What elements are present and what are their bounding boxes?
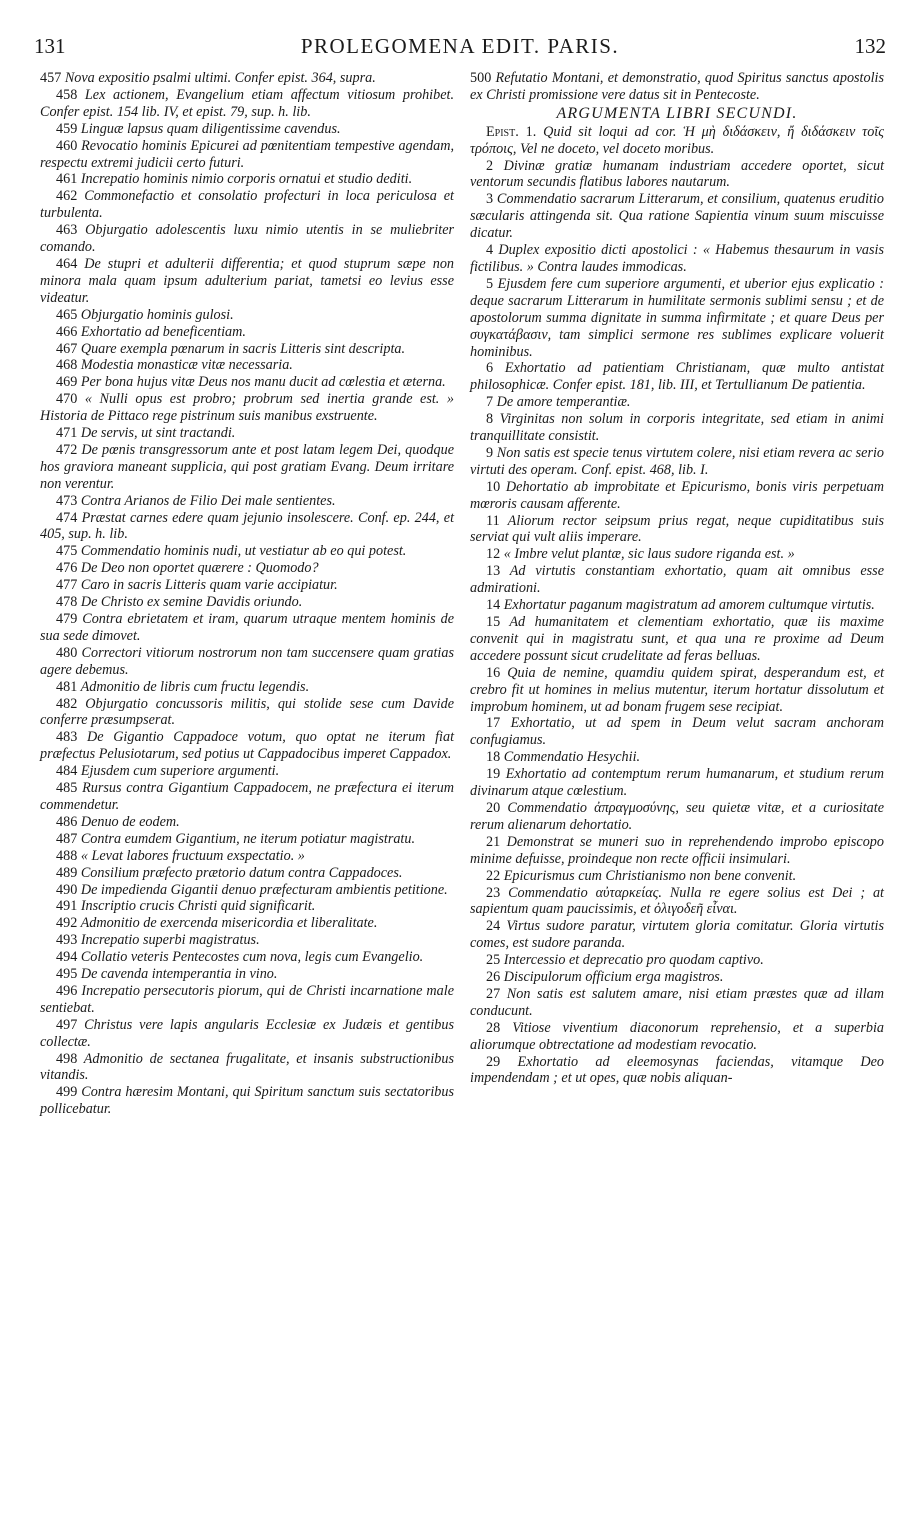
argument-entry bbox=[470, 513, 884, 547]
entry-number: 463 bbox=[56, 222, 78, 239]
entry-text: Epicurismus cum Christianismo non bene convenit. bbox=[503, 867, 797, 884]
argument-entry bbox=[470, 191, 884, 242]
entry-text: De impedienda Gigantii denuo præfecturam ambientis petitione. bbox=[80, 881, 448, 898]
argument-entry bbox=[40, 510, 454, 544]
entry-number: 480 bbox=[56, 644, 78, 661]
entry-text: « Levat labores fructuum exspectatio. » bbox=[80, 847, 305, 864]
entry-text: Objurgatio adolescentis luxu nimio utentis in se muliebriter comando. bbox=[40, 222, 455, 256]
entry-text: De Deo non oportet quærere : Quomodo? bbox=[80, 560, 319, 577]
entry-text: De cavenda intemperantia in vino. bbox=[80, 966, 278, 983]
entry-text: Commonefactio et consolatio profecturi in loca periculosa et turbulenta. bbox=[40, 188, 454, 222]
entry-number: 478 bbox=[56, 594, 78, 611]
argument-entry bbox=[40, 763, 454, 780]
entry-number: 8 bbox=[486, 411, 494, 428]
argument-entry bbox=[40, 70, 454, 87]
argument-entry bbox=[470, 766, 884, 800]
entry-number: 485 bbox=[56, 780, 78, 797]
entry-number: 29 bbox=[486, 1053, 501, 1070]
argument-entry bbox=[40, 425, 454, 442]
entry-text: Exhortatio, ut ad spem in Deum velut sacram anchoram confugiamus. bbox=[470, 715, 884, 749]
entry-text: Objurgatio hominis gulosi. bbox=[80, 306, 234, 323]
entry-number: 470 bbox=[56, 391, 78, 408]
entry-text: Commendatio αὐταρκείας. Nulla re egere solius est Dei ; at sapientum quam paucissimis, et ὀλιγοδεῆ εἶναι. bbox=[470, 884, 884, 918]
argument-entry bbox=[470, 885, 884, 919]
argument-entry bbox=[40, 696, 454, 730]
entry-number: 487 bbox=[56, 830, 78, 847]
argument-entry bbox=[40, 949, 454, 966]
argument-entry bbox=[40, 121, 454, 138]
entry-text: Ejusdem cum superiore argumenti. bbox=[80, 763, 280, 780]
right-column bbox=[470, 70, 884, 1087]
entry-text: Virtus sudore paratur, virtutem gloria comitatur. Gloria virtutis comes, est sudore paranda. bbox=[470, 918, 884, 952]
entry-text: Intercessio et deprecatio pro quodam captivo. bbox=[503, 952, 764, 969]
entry-text: Præstat carnes edere quam jejunio insolescere. Conf. ep. 244, et 405, sup. h. lib. bbox=[40, 509, 455, 543]
argument-entry bbox=[40, 138, 454, 172]
entry-number: 3 bbox=[486, 191, 494, 208]
entry-number: 457 bbox=[40, 70, 62, 86]
entry-text: Correctori vitiorum nostrorum non tam succensere quam gratias agere debemus. bbox=[40, 644, 454, 678]
argument-entry bbox=[40, 222, 454, 256]
entry-number: 473 bbox=[56, 492, 78, 509]
section-title: ARGUMENTA LIBRI SECUNDI. bbox=[556, 104, 798, 122]
argument-entry bbox=[40, 357, 454, 374]
argument-entry bbox=[470, 665, 884, 716]
entry-number: 10 bbox=[486, 478, 501, 495]
entry-number: 484 bbox=[56, 763, 78, 780]
entry-number: 489 bbox=[56, 864, 78, 881]
entry-text: Non satis est specie tenus virtutem colere, nisi etiam revera ac serio virtuti des operam. Conf. epist. 468, lib. I. bbox=[470, 444, 885, 478]
entry-text: Contra ebrietatem et iram, quarum utraque mentem hominis de sua sede dimovet. bbox=[40, 611, 455, 644]
entry-number: 459 bbox=[56, 120, 78, 137]
entry-number: 19 bbox=[486, 766, 501, 783]
entry-text: De Gigantio Cappadoce votum, quo optat ne iterum fiat præfectus Pelusiotarum, sed potius ut Cappadocibus imperet Cappadox. bbox=[40, 729, 455, 763]
entry-number: 481 bbox=[56, 678, 78, 695]
entry-text: « Imbre velut plantæ, sic laus sudore riganda est. » bbox=[503, 546, 795, 563]
entry-number: 468 bbox=[56, 357, 78, 374]
entry-text: Contra eumdem Gigantium, ne iterum potiatur magistratu. bbox=[80, 830, 416, 847]
entry-text: Admonitio de libris cum fructu legendis. bbox=[80, 678, 310, 695]
entry-number: 490 bbox=[56, 881, 78, 898]
entry-text: Christus vere lapis angularis Ecclesiæ ex Judæis et gentibus collectæ. bbox=[40, 1016, 454, 1050]
argument-entry bbox=[40, 87, 454, 121]
entry-text: De Christo ex semine Davidis oriundo. bbox=[80, 594, 303, 611]
entry-number: 491 bbox=[56, 898, 78, 915]
argument-entry bbox=[40, 171, 454, 188]
argument-entry bbox=[40, 814, 454, 831]
entry-text: « Nulli opus est probro; probrum sed inertia grande est. » Historia de Pittaco rege pistrinum suis manibus exstruente. bbox=[40, 391, 454, 425]
entry-text: Quare exempla pœnarum in sacris Litteris sint descripta. bbox=[80, 340, 406, 357]
argument-entry bbox=[470, 800, 884, 834]
entry-text: Increpatio hominis nimio corporis ornatui et studio dediti. bbox=[80, 171, 413, 188]
argument-entry bbox=[40, 493, 454, 510]
entry-number: 479 bbox=[56, 611, 78, 627]
entry-number: 461 bbox=[56, 171, 78, 188]
entry-number: 5 bbox=[486, 275, 494, 292]
entry-text: Objurgatio concussoris militis, qui stolide sese cum Davide conferre præsumpserat. bbox=[40, 695, 454, 729]
entry-text: Rursus contra Gigantium Cappadocem, ne præfectura ei iterum commendetur. bbox=[40, 780, 455, 813]
entry-text: Nova expositio psalmi ultimi. Confer epist. 364, supra. bbox=[64, 70, 376, 86]
entry-number: 500 bbox=[470, 70, 492, 86]
argument-entry bbox=[40, 256, 454, 307]
entry-text: De servis, ut sint tractandi. bbox=[80, 425, 236, 442]
entry-number: 460 bbox=[56, 137, 78, 154]
argument-entry bbox=[40, 865, 454, 882]
entry-text: Non satis est salutem amare, nisi etiam præstes quæ ad illam conducunt. bbox=[470, 985, 885, 1019]
entry-text: Revocatio hominis Epicurei ad pœnitentiam tempestive agendam, respectu extremi judicii certo futuri. bbox=[40, 137, 455, 171]
entry-text: Linguæ lapsus quam diligentissime cavendus. bbox=[80, 120, 341, 137]
entry-number: 26 bbox=[486, 969, 501, 986]
argument-entry bbox=[40, 374, 454, 391]
entry-number: 14 bbox=[486, 597, 501, 614]
entry-number: 15 bbox=[486, 614, 501, 630]
entry-number: 6 bbox=[486, 360, 494, 377]
argument-entry bbox=[470, 360, 884, 394]
argument-entry bbox=[470, 1054, 884, 1088]
entry-text: Vitiose viventium diaconorum reprehensio, et a superbia aliorumque obtrectatione ad modestiam revocatio. bbox=[470, 1019, 885, 1053]
entry-number: 498 bbox=[56, 1050, 78, 1067]
argument-entry bbox=[470, 479, 884, 513]
argument-entry bbox=[40, 966, 454, 983]
entry-text: De stupri et adulterii differentia; et quod stuprum sæpe non minora mala quam ipsum adulterium pariat, tametsi eo levius esse videatur. bbox=[40, 255, 455, 306]
argument-entry bbox=[40, 679, 454, 696]
entry-text: Ejusdem fere cum superiore argumenti, et uberior ejus explicatio : deque sacrarum Litterarum in humilitate sermonis sublimi sensu ; et de apostolorum summa dignitate in summa infirmitate ; et quare Deus per συγκατάβασιν, tam simplici sermone res sublimes explicare voluerit hominibus. bbox=[470, 275, 885, 360]
entry-number: 25 bbox=[486, 952, 501, 969]
entry-number: 17 bbox=[486, 715, 501, 732]
argument-entry bbox=[470, 918, 884, 952]
argument-entry bbox=[470, 986, 884, 1020]
entry-number: 7 bbox=[486, 394, 494, 411]
entry-text: Ad humanitatem et clementiam exhortatio, quæ iis maxime convenit qui in magistratu sunt, et qua una re proxime ad Deum accedere possunt sicut crudelitate ad feras belluas. bbox=[470, 614, 884, 664]
entry-number: 475 bbox=[56, 543, 78, 560]
entry-text: Commendatio ἀπραγμοσύνης, seu quietæ vitæ, et a curiositate rerum alienarum dehortatio. bbox=[470, 799, 884, 833]
argument-entry bbox=[40, 1051, 454, 1085]
entry-text: Dehortatio ab improbitate et Epicurismo, bonis viris perpetuam mœroris causam afferente. bbox=[470, 478, 884, 512]
entry-number: 467 bbox=[56, 340, 78, 357]
entry-number: 483 bbox=[56, 729, 78, 746]
argument-entry bbox=[470, 158, 884, 192]
argument-entry bbox=[470, 868, 884, 885]
argument-entry bbox=[40, 577, 454, 594]
page-number-left: 131 bbox=[34, 34, 66, 58]
entry-number: 464 bbox=[56, 255, 78, 272]
argument-entry bbox=[40, 848, 454, 865]
argument-entry bbox=[40, 1017, 454, 1051]
page-number-right: 132 bbox=[854, 34, 886, 58]
argument-entry bbox=[40, 324, 454, 341]
entry-number: 462 bbox=[56, 188, 78, 205]
entry-number: 471 bbox=[56, 425, 78, 442]
left-column bbox=[40, 70, 454, 1118]
entry-number: 469 bbox=[56, 374, 78, 391]
entry-number: 474 bbox=[56, 509, 78, 526]
entry-number: 9 bbox=[486, 444, 494, 461]
entry-text: Ad virtutis constantiam exhortatio, quam ait omnibus esse admirationi. bbox=[470, 563, 884, 597]
entry-text: Discipulorum officium erga magistros. bbox=[503, 969, 724, 986]
argument-entry bbox=[470, 276, 884, 361]
entry-number: 12 bbox=[486, 546, 501, 563]
entry-text: Admonitio de sectanea frugalitate, et insanis substructionibus vitandis. bbox=[40, 1050, 454, 1084]
argument-entry bbox=[40, 391, 454, 425]
entry-number: 13 bbox=[486, 563, 501, 580]
entry-text: De amore temperantiæ. bbox=[496, 394, 631, 411]
argument-entry bbox=[470, 394, 884, 411]
entry-text: Increpatio persecutoris piorum, qui de Christi incarnatione male sentiebat. bbox=[40, 982, 455, 1016]
argument-entry bbox=[470, 411, 884, 445]
entry-number: 482 bbox=[56, 695, 78, 712]
entry-text: Lex actionem, Evangelium etiam affectum vitiosum prohibet. Confer epist. 154 lib. IV, et epist. 79, sup. h. lib. bbox=[40, 86, 454, 120]
argument-entry bbox=[470, 614, 884, 665]
entry-number: 1. bbox=[525, 123, 537, 140]
entry-number: 499 bbox=[56, 1084, 78, 1101]
argument-entry bbox=[470, 834, 884, 868]
entry-text: Commendatio Hesychii. bbox=[503, 749, 641, 766]
argument-entry bbox=[40, 307, 454, 324]
entry-number: 23 bbox=[486, 884, 501, 901]
entry-text: Inscriptio crucis Christi quid significarit. bbox=[80, 898, 316, 915]
entry-number: 465 bbox=[56, 306, 78, 323]
entry-text: Caro in sacris Litteris quam varie accipiatur. bbox=[80, 577, 338, 594]
argument-entry bbox=[470, 70, 884, 104]
entry-text: Quid sit loqui ad cor. Ἡ μὴ διδάσκειν, ἤ διδάσκειν τοῖς τρόποις, Vel ne doceto, vel doceto moribus. bbox=[470, 123, 884, 157]
argument-entry bbox=[470, 124, 884, 158]
argument-entry bbox=[40, 915, 454, 932]
entry-number: 495 bbox=[56, 966, 78, 983]
argument-entry bbox=[470, 952, 884, 969]
argument-entry bbox=[40, 983, 454, 1017]
entry-text: Exhortatio ad eleemosynas faciendas, vitamque Deo impendendam ; et ut opes, quæ nobis aliquan- bbox=[470, 1053, 884, 1087]
argument-entry bbox=[470, 445, 884, 479]
entry-number: 492 bbox=[56, 915, 78, 932]
entry-number: 11 bbox=[486, 512, 500, 529]
argument-entry bbox=[470, 563, 884, 597]
entry-text: De pœnis transgressorum ante et post latam legem Dei, quodque hos graviora maneant supplicia, qui post gratiam Evang. Deum irritare non verentur. bbox=[40, 441, 455, 492]
entry-text: Consilium præfecto prætorio datum contra Cappadoces. bbox=[80, 864, 403, 881]
argument-entry bbox=[470, 749, 884, 766]
entry-number: 458 bbox=[56, 86, 78, 103]
running-title: PROLEGOMENA EDIT. PARIS. bbox=[300, 34, 620, 58]
entry-number: 497 bbox=[56, 1016, 78, 1033]
entry-number: 22 bbox=[486, 867, 501, 884]
entry-number: 27 bbox=[486, 985, 501, 1002]
entry-text: Increpatio superbi magistratus. bbox=[80, 932, 260, 949]
entry-text: Contra hæresim Montani, qui Spiritum sanctum suis sectatoribus pollicebatur. bbox=[40, 1084, 454, 1118]
entry-number: 476 bbox=[56, 560, 78, 577]
argument-entry bbox=[470, 969, 884, 986]
entry-text: Commendatio hominis nudi, ut vestiatur ab eo qui potest. bbox=[80, 543, 407, 560]
entry-number: 477 bbox=[56, 577, 78, 594]
entry-text: Aliorum rector seipsum prius regat, neque cupiditatibus suis serviat qui vult aliis imperare. bbox=[470, 512, 884, 546]
argument-entry bbox=[470, 597, 884, 614]
argument-entry bbox=[40, 543, 454, 560]
entry-number: 16 bbox=[486, 664, 501, 681]
argument-entry bbox=[40, 831, 454, 848]
entry-text: Divinæ gratiæ humanam industriam accedere oportet, sicut ventorum secundis flatibus labores nautarum. bbox=[470, 157, 885, 191]
argument-entry bbox=[40, 611, 454, 645]
running-header bbox=[34, 34, 886, 60]
argument-entry bbox=[40, 932, 454, 949]
entry-text: Admonitio de exercenda misericordia et liberalitate. bbox=[80, 915, 378, 932]
argument-entry bbox=[40, 729, 454, 763]
epist-label: Epist. bbox=[486, 123, 519, 140]
entry-number: 28 bbox=[486, 1019, 501, 1036]
entry-number: 24 bbox=[486, 918, 501, 935]
argument-entry bbox=[40, 882, 454, 899]
entry-number: 496 bbox=[56, 982, 78, 999]
entry-number: 4 bbox=[486, 242, 494, 259]
argument-entry bbox=[40, 341, 454, 358]
entry-text: Exhortatio ad patientiam Christianam, quæ multo antistat philosophicæ. Confer epist. 181, lib. III, et Tertullianum De patientia. bbox=[470, 360, 885, 394]
entry-text: Modestia monasticæ vitæ necessaria. bbox=[80, 357, 293, 374]
argument-entry bbox=[40, 442, 454, 493]
entry-text: Quia de nemine, quamdiu quidem spirat, desperandum est, et crebro fit ut homines in melius mutentur, iterum hortatur dissolutum et improbum hominem, ut ad bonam frugem sese recipiat. bbox=[470, 664, 885, 715]
entry-number: 488 bbox=[56, 847, 78, 864]
entry-number: 20 bbox=[486, 799, 501, 816]
argument-entry bbox=[40, 645, 454, 679]
argument-entry bbox=[40, 780, 454, 814]
entry-text: Commendatio sacrarum Litterarum, et consilium, quatenus eruditio sæcularis attingenda sit. Qua ratione Sapientia vinum suum miscuisse dicatur. bbox=[470, 191, 885, 242]
entry-number: 486 bbox=[56, 813, 78, 830]
argument-entry bbox=[40, 188, 454, 222]
argument-entry bbox=[40, 560, 454, 577]
argument-entry bbox=[470, 1020, 884, 1054]
argument-entry bbox=[470, 242, 884, 276]
entry-number: 472 bbox=[56, 441, 78, 458]
entry-number: 18 bbox=[486, 749, 501, 766]
entry-text: Virginitas non solum in corporis integritate, sed etiam in animi tranquillitate consistit. bbox=[470, 411, 884, 445]
entry-text: Duplex expositio dicti apostolici : « Habemus thesaurum in vasis fictilibus. » Contra laudes immodicas. bbox=[470, 242, 884, 275]
entry-number: 2 bbox=[486, 157, 494, 174]
entry-number: 21 bbox=[486, 833, 501, 850]
entry-text: Denuo de eodem. bbox=[80, 813, 180, 830]
argument-entry bbox=[40, 1084, 454, 1118]
entry-text: Per bona hujus vitæ Deus nos manu ducit ad cœlestia et æterna. bbox=[80, 374, 446, 391]
entry-text: Exhortatio ad beneficentiam. bbox=[80, 323, 246, 340]
entry-number: 493 bbox=[56, 932, 78, 949]
entry-number: 494 bbox=[56, 949, 78, 966]
entry-text: Collatio veteris Pentecostes cum nova, legis cum Evangelio. bbox=[80, 949, 424, 966]
entry-text: Demonstrat se muneri suo in reprehendendo improbo episcopo minime defuisse, proindeque non recte officii insimulari. bbox=[470, 833, 884, 867]
entry-number: 466 bbox=[56, 323, 78, 340]
argument-entry bbox=[40, 898, 454, 915]
entry-text: Refutatio Montani, et demonstratio, quod Spiritus sanctus apostolis ex Christi promissione vere datus sit in Pentecoste. bbox=[470, 70, 884, 103]
entry-text: Exhortatur paganum magistratum ad amorem cultumque virtutis. bbox=[503, 597, 875, 614]
argument-entry bbox=[470, 546, 884, 563]
entry-text: Exhortatio ad contemptum rerum humanarum, et studium rerum divinarum atque cœlestium. bbox=[470, 766, 884, 800]
argument-entry bbox=[470, 715, 884, 749]
entry-text: Contra Arianos de Filio Dei male sentientes. bbox=[80, 492, 336, 509]
argument-entry bbox=[40, 594, 454, 611]
